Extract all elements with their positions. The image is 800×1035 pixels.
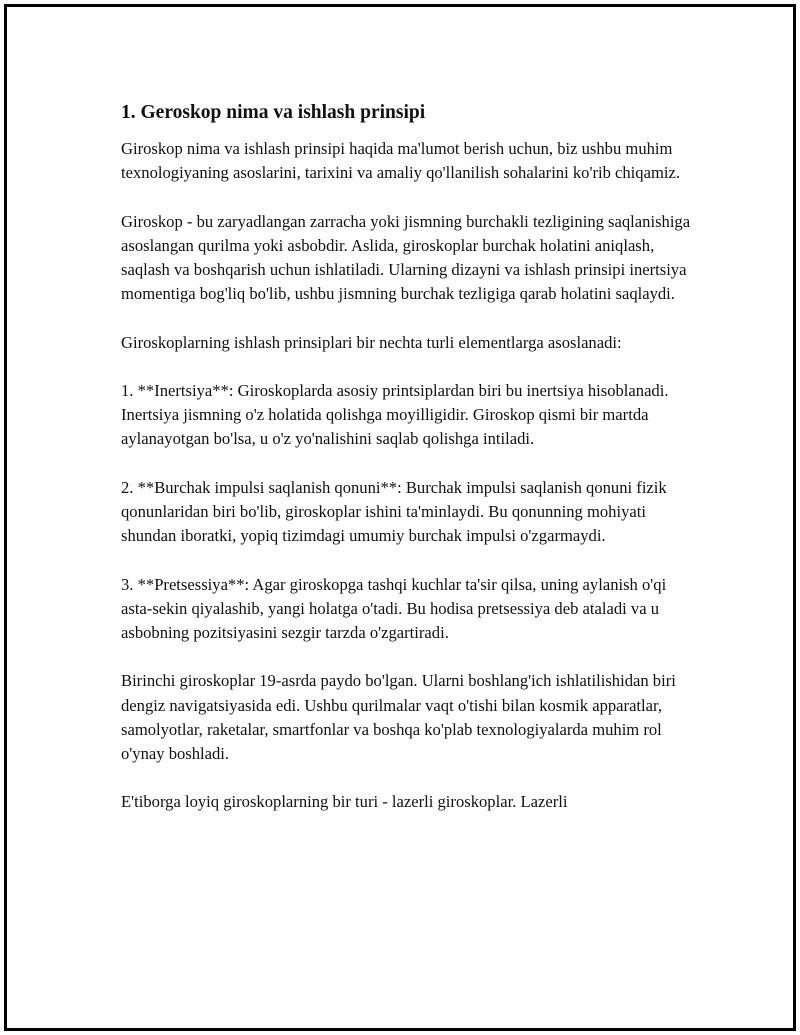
document-title: 1. Geroskop nima va ishlash prinsipi [121, 102, 426, 123]
document-body [121, 97, 701, 839]
page-frame [4, 4, 796, 1031]
paragraph-angular-momentum: 2. **Burchak impulsi saqlanish qonuni**: Burchak impulsi saqlanish qonuni fizik qonunlaridan biri bo'lib, giroskoplar ishini ta'minlaydi. Bu qonunning mohiyati shundan iboratki, yopiq tizimdagi umumiy burchak impulsi o'zgarmaydi. [121, 477, 667, 546]
paragraph-history: Birinchi giroskoplar 19-asrda paydo bo'lgan. Ularni boshlang'ich ishlatilishidan biri dengiz navigatsiyasida edi. Ushbu qurilmalar vaqt o'tishi bilan kosmik apparatlar, samolyotlar, raketalar, smartfonlar va boshqa ko'plab texnologiyalarda muhim rol o'ynay boshladi. [121, 671, 676, 763]
paragraph-precession: 3. **Pretsessiya**: Agar giroskopga tashqi kuchlar ta'sir qilsa, uning aylanish o'qi asta-sekin qiyalashib, yangi holatga o'tadi. Bu hodisa pretsessiya deb ataladi va u asbobning pozitsiyasini sezgir tarzda o'zgartiradi. [121, 574, 667, 642]
paragraph-inertia: 1. **Inertsiya**: Giroskoplarda asosiy printsiplardan biri bu inertsiya hisoblanadi. Inertsiya jismning o'z holatida qolishga moyilligidir. Giroskop qismi bir martda aylanayotgan bo'lsa, u o'z yo'nalishini saqlab qolishga intiladi. [121, 380, 669, 449]
paragraph-definition: Giroskop - bu zaryadlangan zarracha yoki jismning burchakli tezligining saqlanishiga asoslangan qurilma yoki asbobdir. Aslida, giroskoplar burchak holatini aniqlash, saqlash va boshqarish uchun ishlatiladi. Ularning dizayni va ishlash prinsipi inertsiya momentiga bog'liq bo'lib, ushbu jismning burchak tezligiga qarab holatini saqlaydi. [121, 211, 691, 304]
paragraph-laser-gyroscopes: E'tiborga loyiq giroskoplarning bir turi - lazerli giroskoplar. Lazerli [121, 792, 568, 812]
paragraph-intro: Giroskop nima va ishlash prinsipi haqida ma'lumot berish uchun, biz ushbu muhim texnologiyaning asoslarini, tarixini va amaliy qo'llanilish sohalarini ko'rib chiqamiz. [121, 139, 680, 183]
paragraph-principles-lead: Giroskoplarning ishlash prinsiplari bir nechta turli elementlarga asoslanadi: [121, 332, 622, 352]
